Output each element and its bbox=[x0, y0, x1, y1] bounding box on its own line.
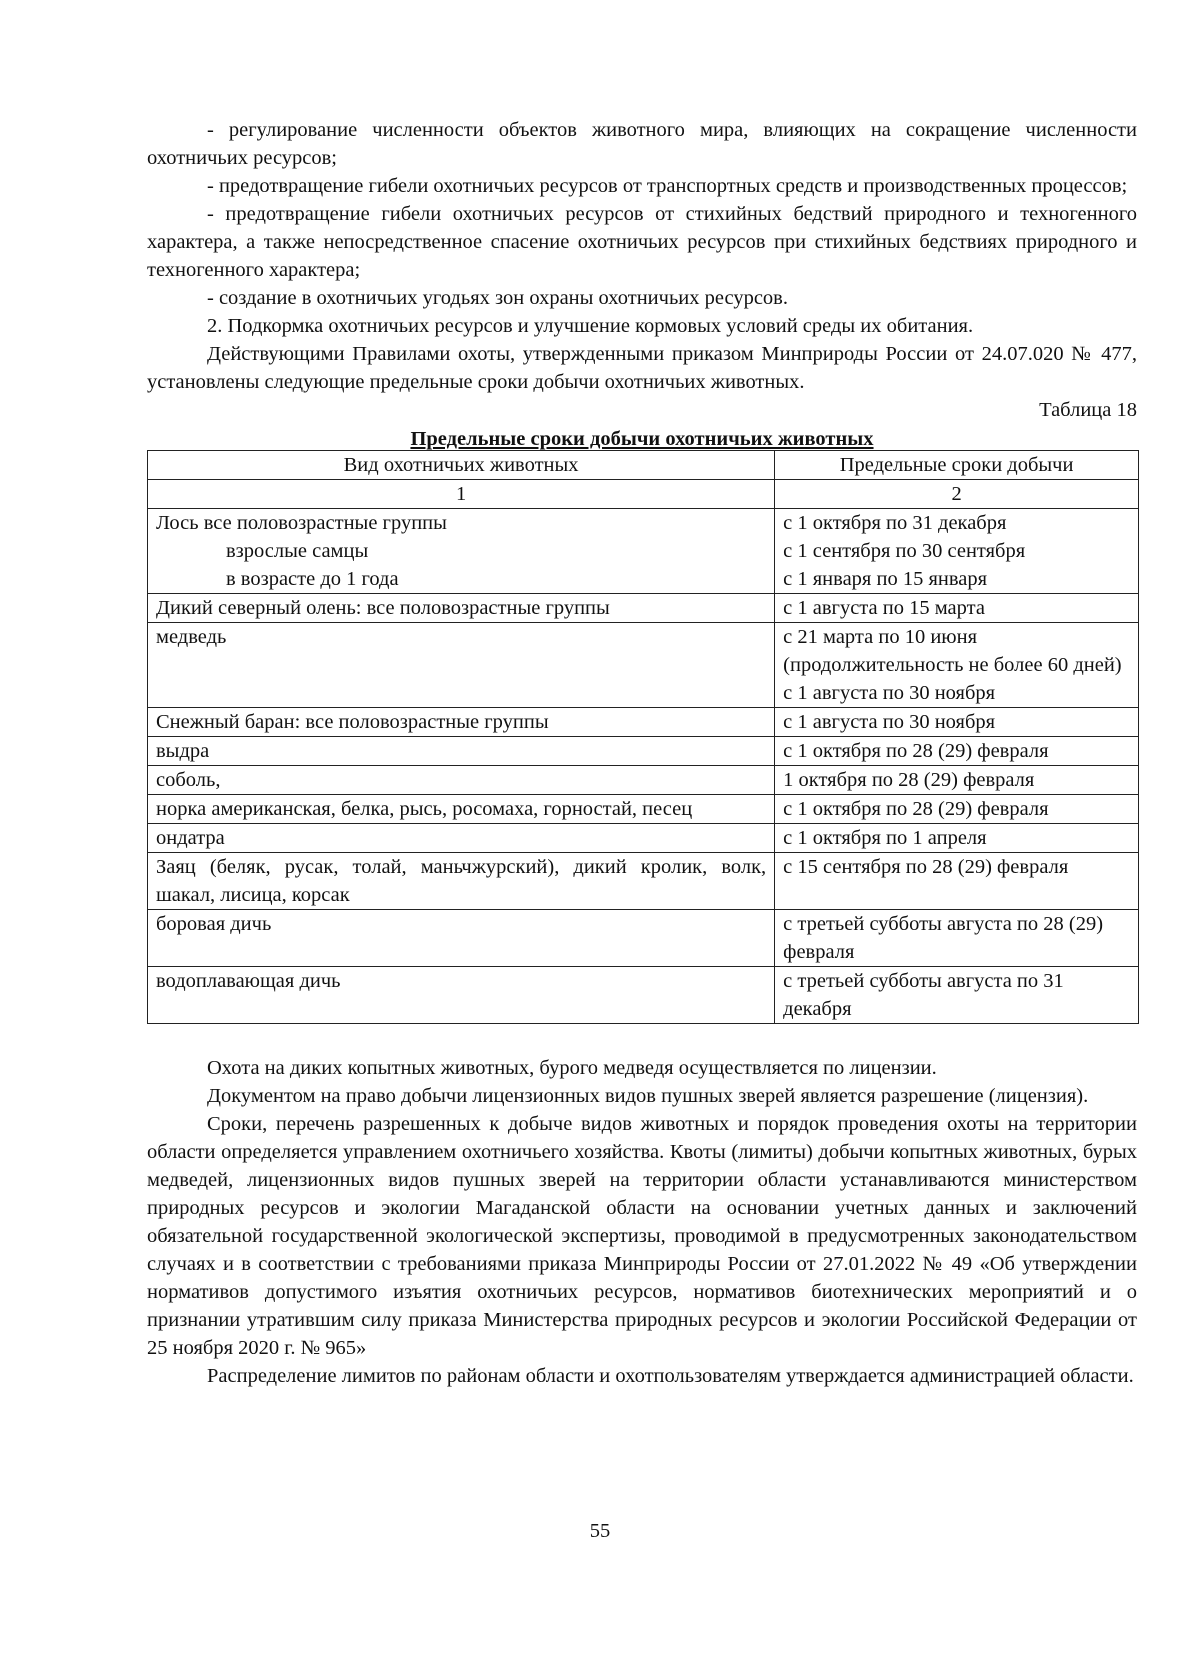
species-text: боровая дичь bbox=[156, 913, 272, 935]
species-cell bbox=[148, 910, 775, 967]
page-number: 55 bbox=[589, 1520, 611, 1542]
period-cell bbox=[775, 795, 1139, 824]
period-cell bbox=[775, 853, 1139, 910]
period-text: с 1 октября по 31 декабря bbox=[783, 512, 1007, 534]
table-row bbox=[148, 853, 1139, 910]
period-text: с 1 января по 15 января bbox=[783, 568, 988, 590]
paragraph-limits-distribution: Распределение лимитов по районам области и охотпользователям утверждается администрацией области. bbox=[207, 1365, 1134, 1387]
species-cell bbox=[148, 623, 775, 708]
species-text: соболь, bbox=[156, 769, 221, 791]
paragraph-protection-zones: - создание в охотничьих угодьях зон охраны охотничьих ресурсов. bbox=[207, 287, 788, 309]
column-header-periods: Предельные сроки добычи bbox=[775, 451, 1139, 480]
species-text: водоплавающая дичь bbox=[156, 970, 341, 992]
paragraph-regulation: - регулирование численности объектов животного мира, влияющих на сокращение численности охотничьих ресурсов; bbox=[147, 119, 1137, 169]
paragraph-license: Охота на диких копытных животных, бурого медведя осуществляется по лицензии. bbox=[207, 1057, 937, 1079]
period-text: с 1 августа по 30 ноября bbox=[783, 711, 996, 733]
period-cell bbox=[775, 766, 1139, 795]
period-text: с третьей субботы августа по 31 декабря bbox=[783, 970, 1064, 1020]
table-caption: Таблица 18 bbox=[1039, 399, 1137, 421]
species-cell bbox=[148, 737, 775, 766]
period-cell bbox=[775, 824, 1139, 853]
paragraph-permit: Документом на право добычи лицензионных видов пушных зверей является разрешение (лицензия). bbox=[207, 1085, 1089, 1107]
period-cell bbox=[775, 594, 1139, 623]
table-row bbox=[148, 910, 1139, 967]
period-text: с 1 августа по 30 ноября bbox=[783, 682, 996, 704]
period-text: с 1 октября по 1 апреля bbox=[783, 827, 987, 849]
species-cell bbox=[148, 967, 775, 1024]
period-text: (продолжительность не более 60 дней) bbox=[783, 654, 1122, 676]
bottom-text bbox=[147, 1054, 1137, 1390]
paragraph-feeding: 2. Подкормка охотничьих ресурсов и улучшение кормовых условий среды их обитания. bbox=[207, 315, 974, 337]
period-cell bbox=[775, 737, 1139, 766]
period-text: с третьей субботы августа по 28 (29) февраля bbox=[783, 913, 1104, 963]
table-row bbox=[148, 967, 1139, 1024]
species-cell bbox=[148, 853, 775, 910]
species-subgroup: взрослые самцы bbox=[226, 540, 369, 562]
table-row bbox=[148, 623, 1139, 708]
species-text: норка американская, белка, рысь, росомаха, горностай, песец bbox=[156, 798, 693, 820]
table-row bbox=[148, 795, 1139, 824]
table-row bbox=[148, 766, 1139, 795]
species-subgroup: в возрасте до 1 года bbox=[226, 568, 399, 590]
species-text: Лось все половозрастные группы bbox=[156, 512, 447, 534]
period-text: с 15 сентября по 28 (29) февраля bbox=[783, 856, 1069, 878]
period-cell bbox=[775, 708, 1139, 737]
column-number-2: 2 bbox=[775, 480, 1139, 509]
period-cell bbox=[775, 623, 1139, 708]
column-number-1: 1 bbox=[148, 480, 775, 509]
table-row bbox=[148, 509, 1139, 594]
period-cell bbox=[775, 910, 1139, 967]
species-cell bbox=[148, 509, 775, 594]
page-content bbox=[147, 116, 1137, 1390]
table-row bbox=[148, 737, 1139, 766]
period-cell bbox=[775, 509, 1139, 594]
table-header-row bbox=[148, 451, 1139, 480]
hunting-periods-table bbox=[147, 450, 1139, 1024]
paragraph-hunting-rules: Действующими Правилами охоты, утвержденными приказом Минприроды России от 24.07.020 № 477, установлены следующие предельные сроки добычи охотничьих животных. bbox=[147, 343, 1137, 393]
period-text: с 21 марта по 10 июня bbox=[783, 626, 978, 648]
period-cell bbox=[775, 967, 1139, 1024]
species-cell bbox=[148, 708, 775, 737]
column-header-species: Вид охотничьих животных bbox=[148, 451, 775, 480]
period-text: с 1 октября по 28 (29) февраля bbox=[783, 740, 1049, 762]
species-cell bbox=[148, 824, 775, 853]
table-column-number-row bbox=[148, 480, 1139, 509]
species-cell bbox=[148, 766, 775, 795]
paragraph-quotas: Сроки, перечень разрешенных к добыче видов животных и порядок проведения охоты на территории области определяется управлением охотничьего хозяйства. Квоты (лимиты) добычи копытных животных, бурых медведей, лицензионных видов пушных зверей на территории области устанавливаются министерством природных ресурсов и экологии Магаданской области на основании учетных данных и заключений обязательной государственной экологической экспертизы, проводимой в предусмотренных законодательством случаях и в соответствии с требованиями приказа Минприроды России от 27.01.2022 № 49 «Об утверждении нормативов допустимого изъятия охотничьих ресурсов, нормативов биотехнических мероприятий и о признании утратившим силу приказа Министерства природных ресурсов и экологии Российской Федерации от 25 ноября 2020 г. № 965» bbox=[147, 1113, 1137, 1359]
table-row bbox=[148, 594, 1139, 623]
period-text: 1 октября по 28 (29) февраля bbox=[783, 769, 1035, 791]
species-cell bbox=[148, 795, 775, 824]
species-text: ондатра bbox=[156, 827, 225, 849]
period-text: с 1 октября по 28 (29) февраля bbox=[783, 798, 1049, 820]
species-text: Заяц (беляк, русак, толай, маньчжурский), дикий кролик, волк, шакал, лисица, корсак bbox=[156, 856, 767, 906]
table-row bbox=[148, 824, 1139, 853]
species-text: Снежный баран: все половозрастные группы bbox=[156, 711, 549, 733]
period-text: с 1 сентября по 30 сентября bbox=[783, 540, 1026, 562]
paragraph-disasters: - предотвращение гибели охотничьих ресурсов от стихийных бедствий природного и техногенного характера, а также непосредственное спасение охотничьих ресурсов при стихийных бедствиях природного и техногенного характера; bbox=[147, 203, 1137, 281]
table-row bbox=[148, 708, 1139, 737]
species-text: медведь bbox=[156, 626, 227, 648]
paragraph-transport: - предотвращение гибели охотничьих ресурсов от транспортных средств и производственных процессов; bbox=[207, 175, 1128, 197]
species-cell bbox=[148, 594, 775, 623]
table-title: Предельные сроки добычи охотничьих животных bbox=[410, 428, 874, 450]
species-text: выдра bbox=[156, 740, 210, 762]
period-text: с 1 августа по 15 марта bbox=[783, 597, 985, 619]
species-text: Дикий северный олень: все половозрастные группы bbox=[156, 597, 610, 619]
